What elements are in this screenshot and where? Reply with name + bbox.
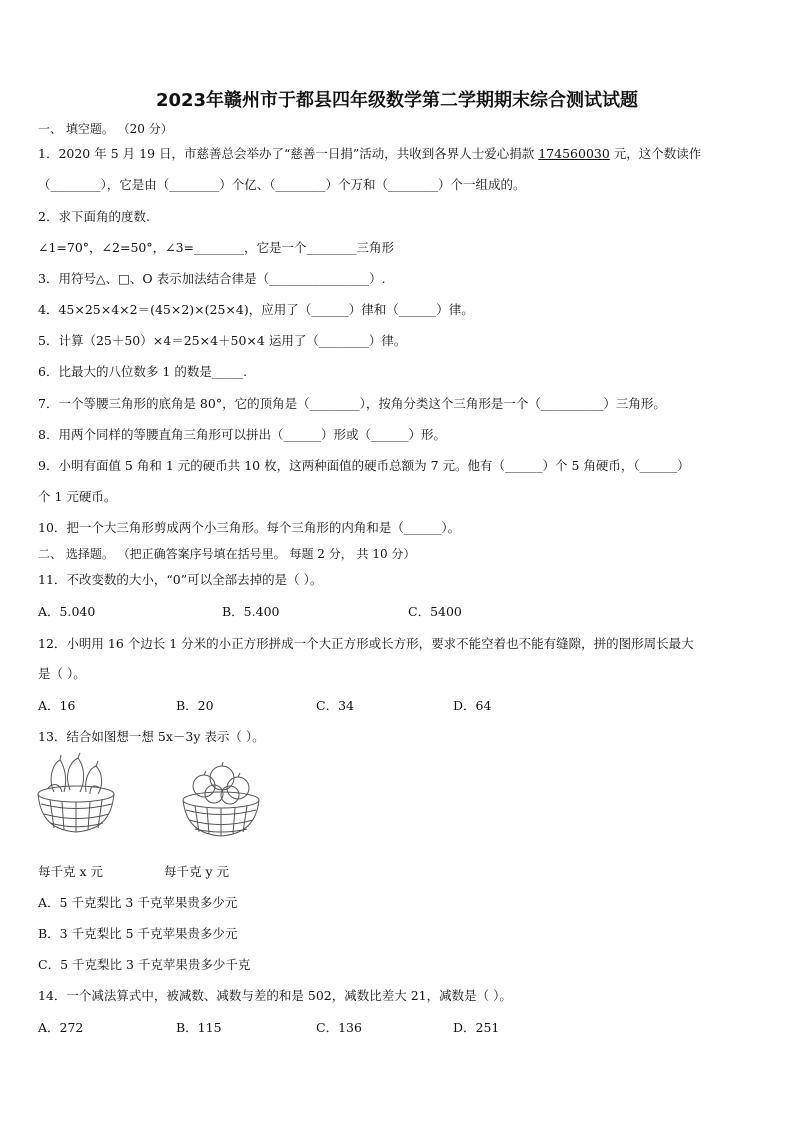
q12-option-a: A．16: [38, 698, 76, 713]
q14-option-c: C．136: [316, 1020, 362, 1035]
apple-basket-image: [176, 762, 266, 840]
question-2-line-1: 2．求下面角的度数.: [38, 209, 150, 224]
q11-option-a: A．5.040: [38, 604, 96, 619]
q14-option-a: A．272: [38, 1020, 84, 1035]
question-1-line-1: [38, 146, 764, 162]
question-9-line-2: 个 1 元硬币。: [38, 489, 117, 504]
question-4: 4．45×25×4×2＝(45×2)×(25×4)，应用了（______）律和（______）律。: [38, 302, 474, 317]
pear-price-caption: 每千克 x 元: [38, 864, 103, 879]
q14-option-b: B．115: [176, 1020, 222, 1035]
question-3: 3．用符号△、□、O 表示加法结合律是（________________）.: [38, 271, 386, 286]
q12-option-c: C．34: [316, 698, 354, 713]
question-2-line-2: ∠1=70°，∠2=50°，∠3=________，它是一个________三角形: [38, 240, 395, 255]
question-13: 13．结合如图想一想 5x－3y 表示（ ）。: [38, 729, 265, 744]
q11-option-b: B．5.400: [222, 604, 280, 619]
section-heading-choice: 二、 选择题。 （把正确答案序号填在括号里。 每题 2 分， 共 10 分）: [38, 547, 416, 561]
q12-option-d: D．64: [453, 698, 492, 713]
pear-basket-image: [34, 752, 120, 838]
donation-amount: 174560030: [538, 146, 610, 161]
apple-price-caption: 每千克 y 元: [164, 864, 230, 879]
question-14: 14．一个减法算式中，被减数、减数与差的和是 502，减数比差大 21，减数是（ ）。: [38, 988, 512, 1003]
section-heading-fill-in: 一、 填空题。 （20 分）: [38, 122, 173, 136]
q11-option-c: C．5400: [408, 604, 462, 619]
q13-option-c: C．5 千克梨比 3 千克苹果贵多少千克: [38, 957, 251, 972]
question-12-line-1: 12．小明用 16 个边长 1 分米的小正方形拼成一个大正方形或长方形，要求不能空着也不能有缝隙，拼的图形周长最大: [38, 636, 694, 651]
page-title: 2023年赣州市于都县四年级数学第二学期期末综合测试试题: [155, 90, 639, 111]
question-8: 8．用两个同样的等腰直角三角形可以拼出（______）形或（______）形。: [38, 427, 446, 442]
question-5: 5．计算（25＋50）×4＝25×4＋50×4 运用了（________）律。: [38, 333, 407, 348]
question-7: 7．一个等腰三角形的底角是 80°，它的顶角是（________），按角分类这个三角形是一个（__________）三角形。: [38, 396, 666, 411]
q14-option-d: D．251: [453, 1020, 500, 1035]
question-1-text-end: 元，这个数读作: [609, 146, 702, 161]
q13-option-a: A．5 千克梨比 3 千克苹果贵多少元: [38, 895, 238, 910]
question-10: 10．把一个大三角形剪成两个小三角形。每个三角形的内角和是（______）。: [38, 520, 461, 535]
question-1-text: 1．2020 年 5 月 19 日，市慈善总会举办了“慈善一日捐”活动，共收到各界人士爱心捐款: [38, 146, 539, 161]
q12-option-b: B．20: [176, 698, 214, 713]
q13-option-b: B．3 千克梨比 5 千克苹果贵多少元: [38, 926, 238, 941]
question-1-line-2: （________），它是由（________）个亿、（________）个万和（________）个一组成的。: [38, 177, 526, 192]
question-6: 6．比最大的八位数多 1 的数是_____.: [38, 364, 248, 379]
question-11: 11．不改变数的大小，“0”可以全部去掉的是（ ）。: [38, 572, 323, 587]
question-12-line-2: 是（ ）。: [38, 666, 86, 681]
question-9-line-1: 9．小明有面值 5 角和 1 元的硬币共 10 枚，这两种面值的硬币总额为 7 元。他有（______）个 5 角硬币，（______）: [38, 458, 690, 473]
